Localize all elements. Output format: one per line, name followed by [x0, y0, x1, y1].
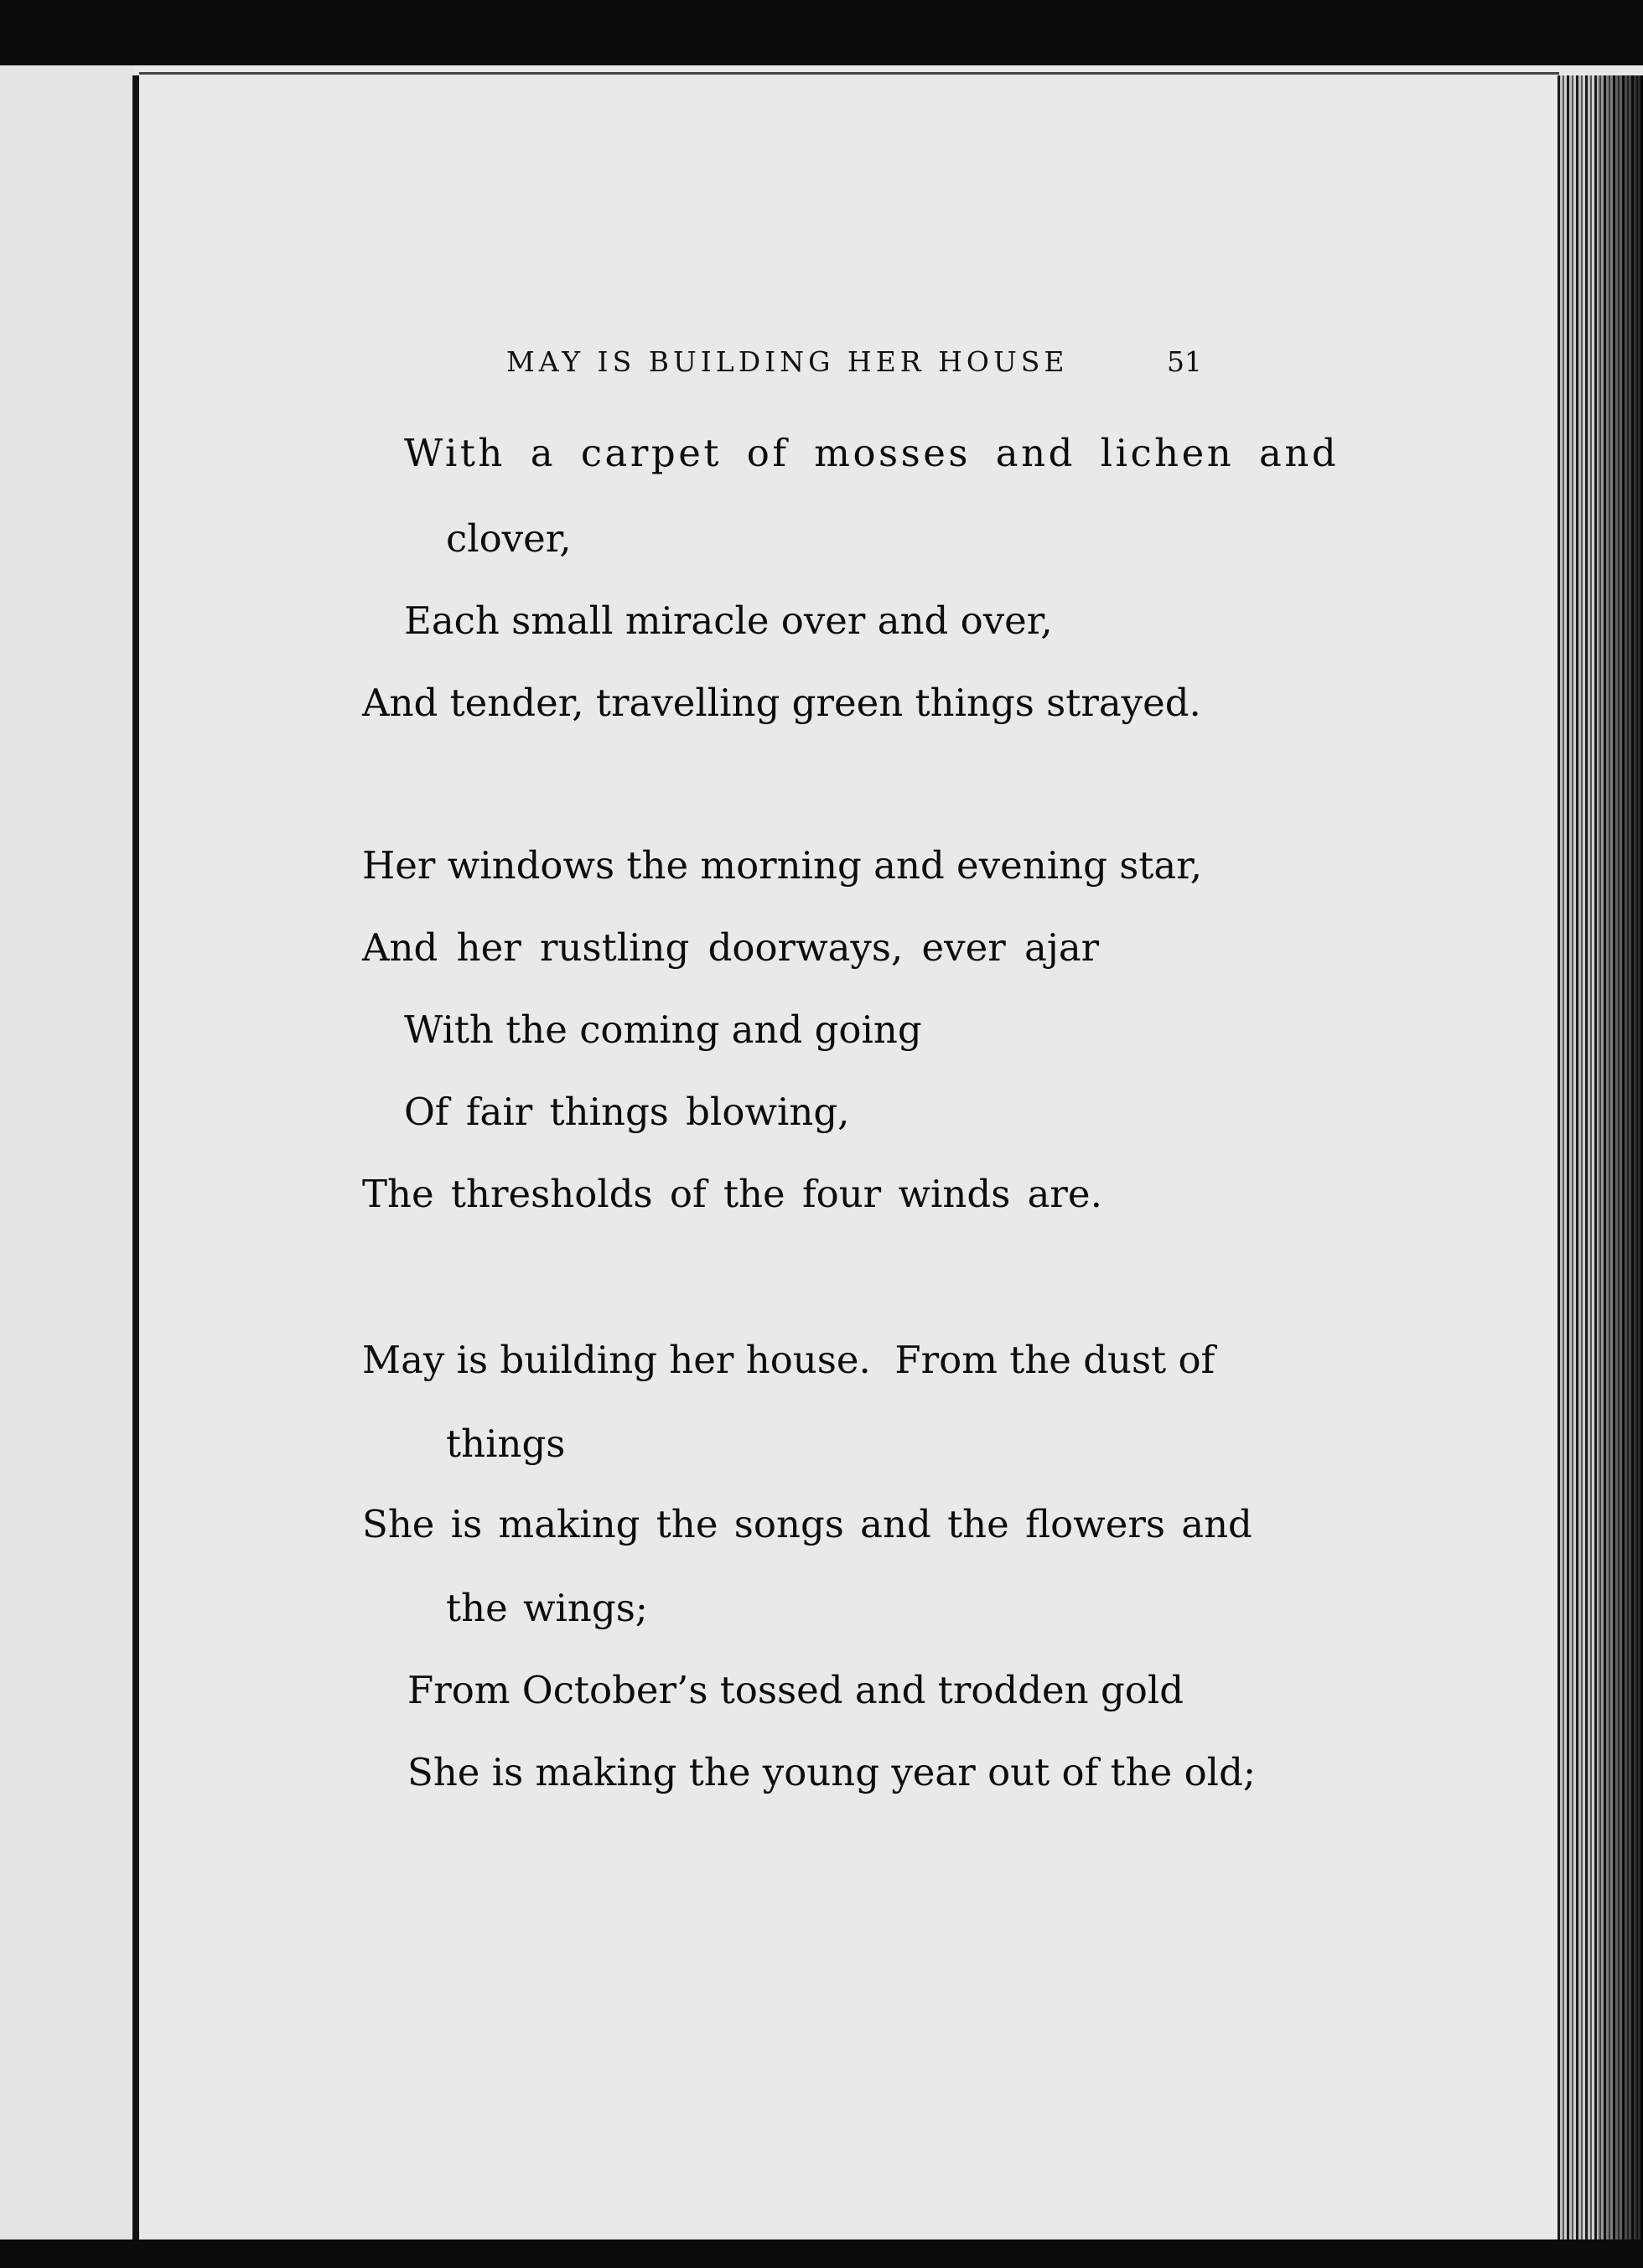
page-number: 51 — [1167, 345, 1202, 378]
poem-line: With the coming and going — [404, 1007, 922, 1052]
poem-line: the wings; — [446, 1586, 648, 1630]
poem-line: things — [446, 1421, 566, 1466]
poem-line: Of fair things blowing, — [404, 1090, 850, 1134]
running-title: MAY IS BUILDING HER HOUSE — [506, 345, 1069, 378]
poem-line: She is making the songs and the flowers and — [362, 1502, 1252, 1546]
poem-line: The thresholds of the four winds are. — [362, 1172, 1102, 1216]
poem-line: And her rustling doorways, ever ajar — [362, 925, 1100, 970]
poem-line: Her windows the morning and evening star, — [362, 843, 1203, 888]
poem-line: With a carpet of mosses and lichen and — [404, 431, 1340, 475]
poem-line: And tender, travelling green things strayed. — [362, 681, 1201, 725]
poem-line: Each small miracle over and over, — [404, 598, 1053, 643]
poem-line: She is making the young year out of the old; — [407, 1750, 1257, 1794]
poem-line: clover, — [446, 516, 572, 561]
poem-line: From October’s tossed and trodden gold — [407, 1668, 1184, 1712]
poem-line: May is building her house. From the dust of — [362, 1338, 1215, 1382]
